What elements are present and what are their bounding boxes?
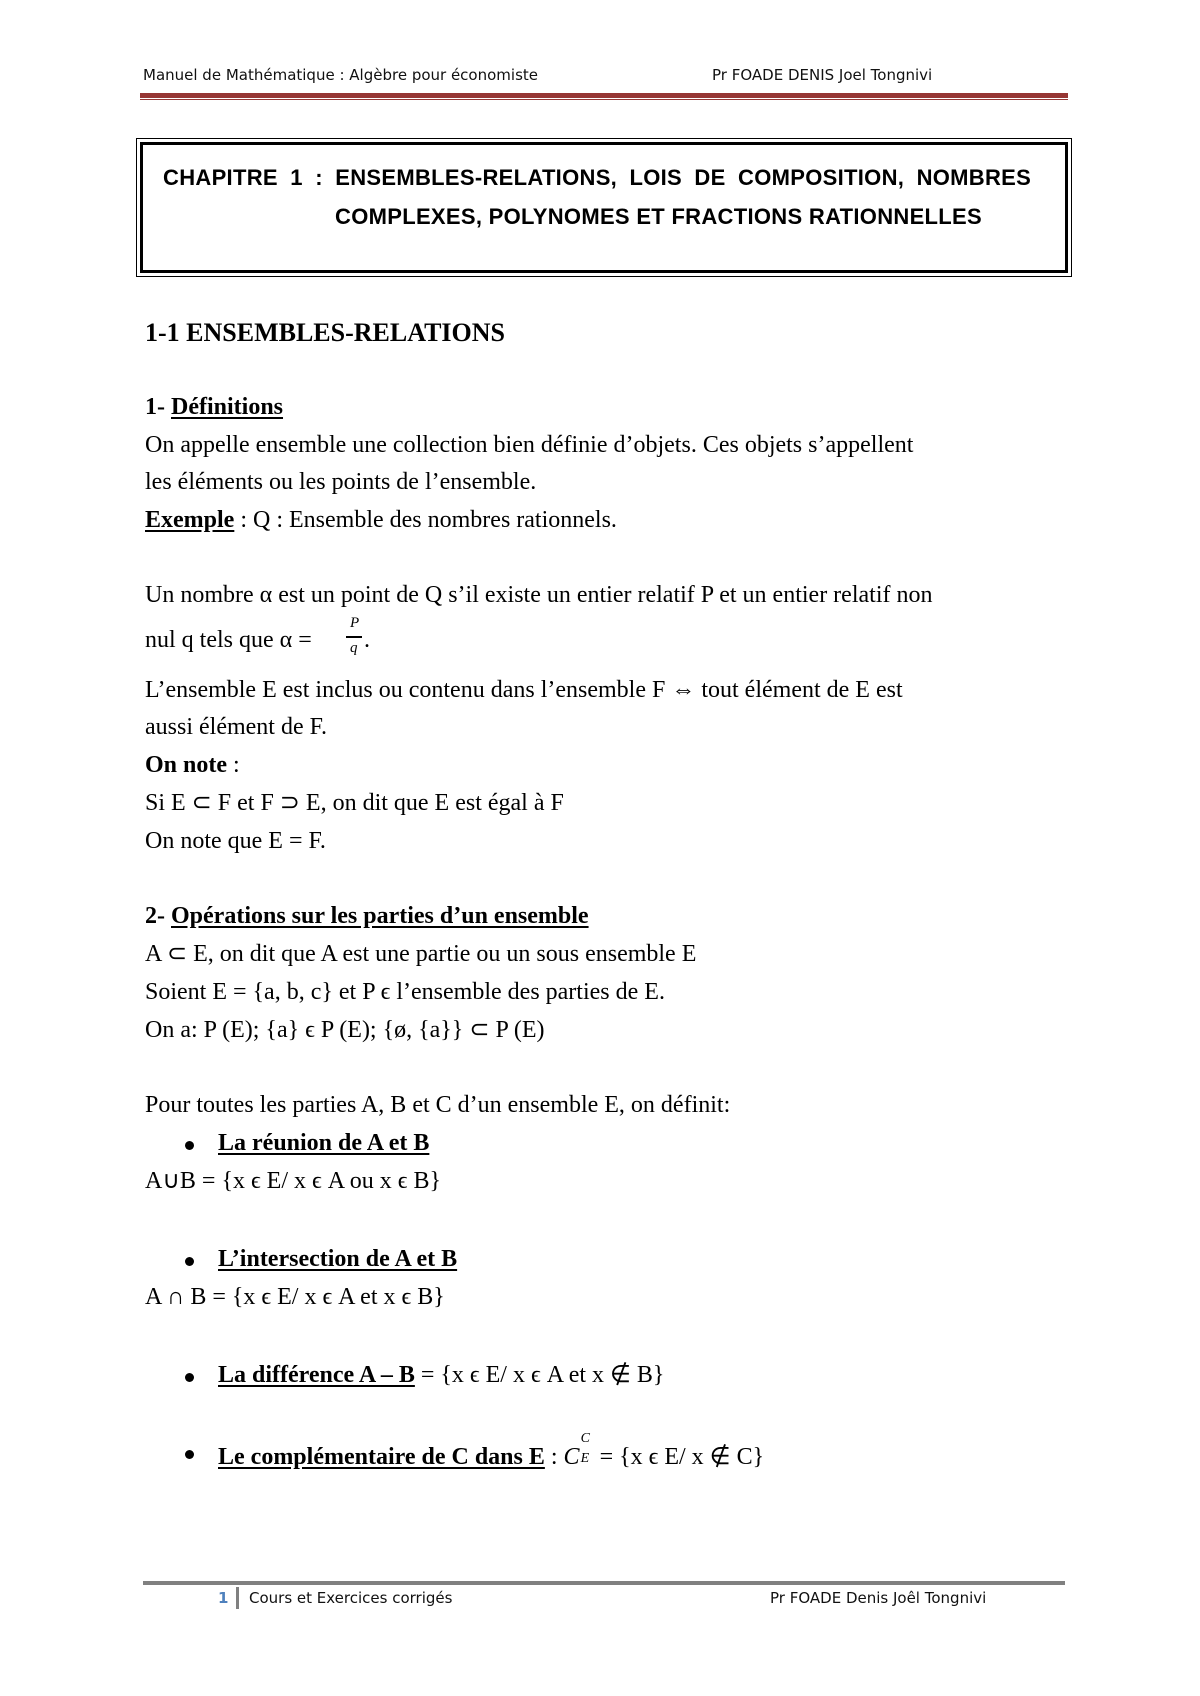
equality-line-1: Si E ⊂ F et F ⊃ E, on dit que E est égal à F <box>145 790 564 816</box>
chapter-title-line1: CHAPITRE 1 : ENSEMBLES-RELATIONS, LOIS DE COMPOSITION, NOMBRES <box>163 165 1032 190</box>
chapter-title-line2: COMPLEXES, POLYNOMES ET FRACTIONS RATIONNELLES <box>335 204 982 229</box>
running-header-author: Pr FOADE DENIS Joel Tongnivi <box>712 66 933 84</box>
on-note-colon: : <box>227 752 240 778</box>
definition-line-2: les éléments ou les points de l’ensemble. <box>145 469 537 495</box>
complement-symbol: C <box>563 1444 580 1470</box>
inclusion-line-1: L’ensemble E est inclus ou contenu dans l’ensemble F ⇔ tout élément de E est <box>145 677 903 703</box>
on-note-label: On note <box>145 752 228 778</box>
difference-formula: = {x ϵ E/ x ϵ A et x ∉ B} <box>414 1362 665 1388</box>
complement-superscript: C <box>580 1431 590 1446</box>
section-title: 1-1 ENSEMBLES-RELATIONS <box>145 318 505 347</box>
complement-colon: : <box>544 1444 564 1470</box>
complement-formula: = {x ϵ E/ x ∉ C} <box>593 1444 765 1470</box>
definition-line-1: On appelle ensemble une collection bien définie d’objets. Ces objets s’appellent <box>145 432 914 458</box>
fraction-numerator: P <box>350 615 360 631</box>
rational-line-2 <box>145 628 312 652</box>
difference-line <box>218 1363 664 1387</box>
parts-example-line: On a: P (E); {a} ϵ P (E); {ø, {a}} ⊂ P (E) <box>145 1017 545 1043</box>
union-title: La réunion de A et B <box>218 1130 430 1156</box>
header-rule-thin <box>140 99 1068 100</box>
subsection-1-title: Définitions <box>171 394 284 420</box>
example-line <box>145 508 617 532</box>
fraction-bar <box>346 636 362 638</box>
inclusion-line-2: aussi élément de F. <box>145 714 328 740</box>
subsection-2-number: 2- <box>145 903 171 929</box>
subset-line: A ⊂ E, on dit que A est une partie ou un sous ensemble E <box>145 941 697 967</box>
bullet-intersection <box>185 1257 194 1266</box>
example-text: : Q : Ensemble des nombres rationnels. <box>234 507 617 533</box>
subsection-2-title: Opérations sur les parties d’un ensemble <box>171 903 589 929</box>
fraction-denominator: q <box>350 640 358 656</box>
difference-title: La différence A – B <box>218 1362 415 1388</box>
parts-line: Soient E = {a, b, c} et P ϵ l’ensemble des parties de E. <box>145 979 665 1005</box>
footer-separator <box>236 1587 239 1609</box>
bullet-union <box>185 1141 194 1150</box>
running-header-title: Manuel de Mathématique : Algèbre pour économiste <box>143 66 538 84</box>
definitions-intro: Pour toutes les parties A, B et C d’un ensemble E, on définit: <box>145 1092 731 1118</box>
complement-subscript: E <box>580 1451 590 1466</box>
bullet-difference <box>185 1373 194 1382</box>
equality-line-2: On note que E = F. <box>145 828 326 854</box>
intersection-formula: A ∩ B = {x ϵ E/ x ϵ A et x ϵ B} <box>145 1284 445 1310</box>
footer-course-label: Cours et Exercices corrigés <box>249 1589 453 1607</box>
footer-rule <box>143 1581 1065 1585</box>
header-rule <box>140 93 1068 98</box>
subsection-2-heading <box>145 904 589 928</box>
subsection-1-heading <box>145 395 283 419</box>
complement-line <box>218 1431 765 1470</box>
rational-line-2-text: nul q tels que α = <box>145 627 312 653</box>
bullet-complement <box>185 1450 194 1459</box>
on-note-line <box>145 753 240 777</box>
page-number: 1 <box>218 1589 229 1607</box>
intersection-title: L’intersection de A et B <box>218 1246 458 1272</box>
complement-title: Le complémentaire de C dans E <box>218 1444 545 1470</box>
fraction-period: . <box>364 627 370 653</box>
rational-line-1: Un nombre α est un point de Q s’il existe un entier relatif P et un entier relatif non <box>145 582 933 608</box>
example-label: Exemple <box>145 507 235 533</box>
footer-author: Pr FOADE Denis Joêl Tongnivi <box>770 1589 987 1607</box>
union-formula: A∪B = {x ϵ E/ x ϵ A ou x ϵ B} <box>145 1168 441 1194</box>
subsection-1-number: 1- <box>145 394 171 420</box>
